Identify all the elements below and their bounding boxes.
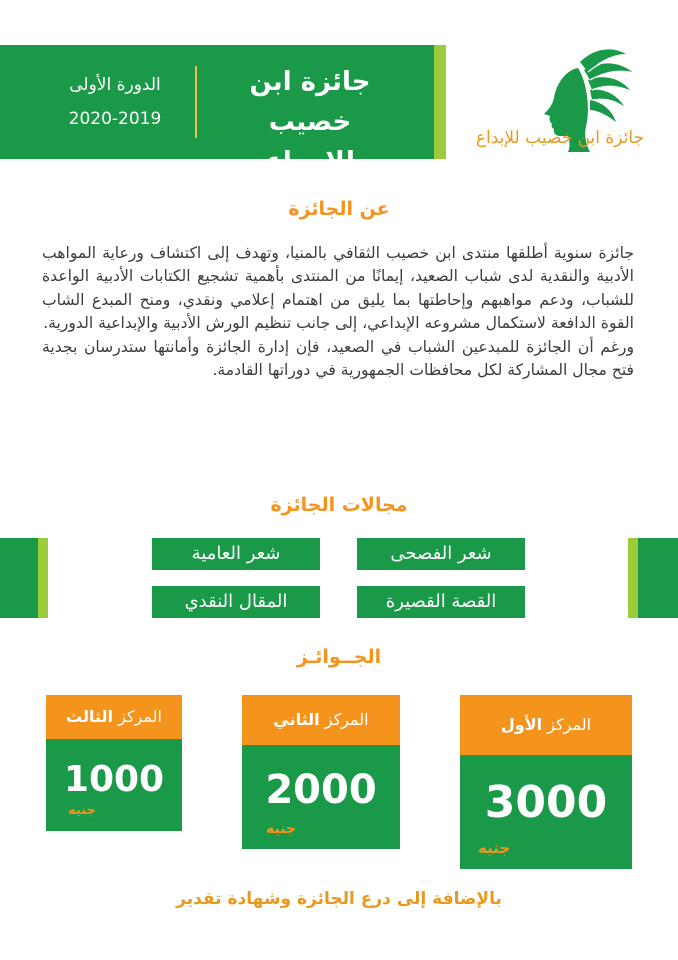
third-place-box — [46, 739, 182, 831]
field-short-story: القصة القصيرة — [357, 586, 525, 618]
header-accent-stripe — [434, 45, 446, 159]
edition-label: الدورة الأولى — [69, 75, 161, 95]
field-critical-essay: المقال النقدي — [152, 586, 320, 618]
about-title: عن الجائزة — [288, 198, 390, 220]
edition-years: 2020-2019 — [68, 109, 162, 129]
edition-info — [40, 68, 190, 136]
award-logo-icon — [470, 40, 650, 170]
first-place-currency: جنيه — [478, 839, 511, 857]
about-text — [42, 242, 634, 382]
about-paragraph-2: ورغم أن الجائزة للمبدعين الشباب في الصعيد، فإن إدارة الجائزة وأمانتها ستدرسان بجدية فتح مجال المشاركة لكل محافظات الجمهورية في دوراتها القادمة. — [42, 337, 634, 380]
right-green-bar — [638, 538, 678, 618]
footer-note: بالإضافة إلى درع الجائزة وشهادة تقدير — [176, 889, 502, 909]
second-place-rank: الثاني — [273, 710, 320, 729]
second-place-box — [242, 745, 400, 849]
second-place-header — [242, 695, 400, 745]
second-place-currency: جنيه — [266, 821, 297, 837]
award-title-line2: للإبـداع — [265, 147, 355, 177]
first-place-word: المركز — [547, 715, 592, 734]
field-colloquial-poetry: شعر العامية — [152, 538, 320, 570]
second-place-word: المركز — [324, 710, 369, 729]
third-place-amount: 1000 — [63, 759, 165, 800]
left-green-bar — [0, 538, 38, 618]
third-place-currency: جنيه — [68, 803, 96, 818]
field-classical-poetry: شعر الفصحى — [357, 538, 525, 570]
right-lime-bar — [628, 538, 638, 618]
third-place-rank: الثالث — [66, 707, 114, 726]
third-place-word: المركز — [118, 707, 162, 726]
header-divider — [195, 66, 197, 138]
third-place-header — [46, 695, 182, 739]
award-title-line1: جائزة ابن خصيب — [249, 67, 371, 137]
second-place-amount: 2000 — [265, 767, 377, 813]
first-place-header — [460, 695, 632, 755]
first-place-rank: الأول — [500, 715, 543, 734]
prizes-title: الجــوائـز — [296, 646, 382, 668]
fields-title: مجالات الجائزة — [270, 494, 408, 516]
about-paragraph-1: جائزة سنوية أطلقها منتدى ابن خصيب الثقافي بالمنيا، وتهدف إلى اكتشاف ورعاية المواهب الأدبية والنقدية لدى شباب الصعيد، إيمانًا من المنتدى بأهمية تشجيع الكتابات الأدبية الواعدة للشباب، ودعم مواهبهم وإحاطتها بما يليق من اهتمام إعلامي ونقدي، ومنح المبدع الشاب القوة الدافعة لاستكمال مشروعه الإبداعي، إلى جانب تنظيم الورش الأدبية والإبداعية الدورية. — [42, 244, 634, 333]
first-place-box — [460, 755, 632, 869]
logo-caption: جائزة ابن خصيب للإبداع — [475, 128, 645, 148]
award-title — [205, 62, 415, 182]
first-place-amount: 3000 — [484, 777, 608, 828]
left-lime-bar — [38, 538, 48, 618]
